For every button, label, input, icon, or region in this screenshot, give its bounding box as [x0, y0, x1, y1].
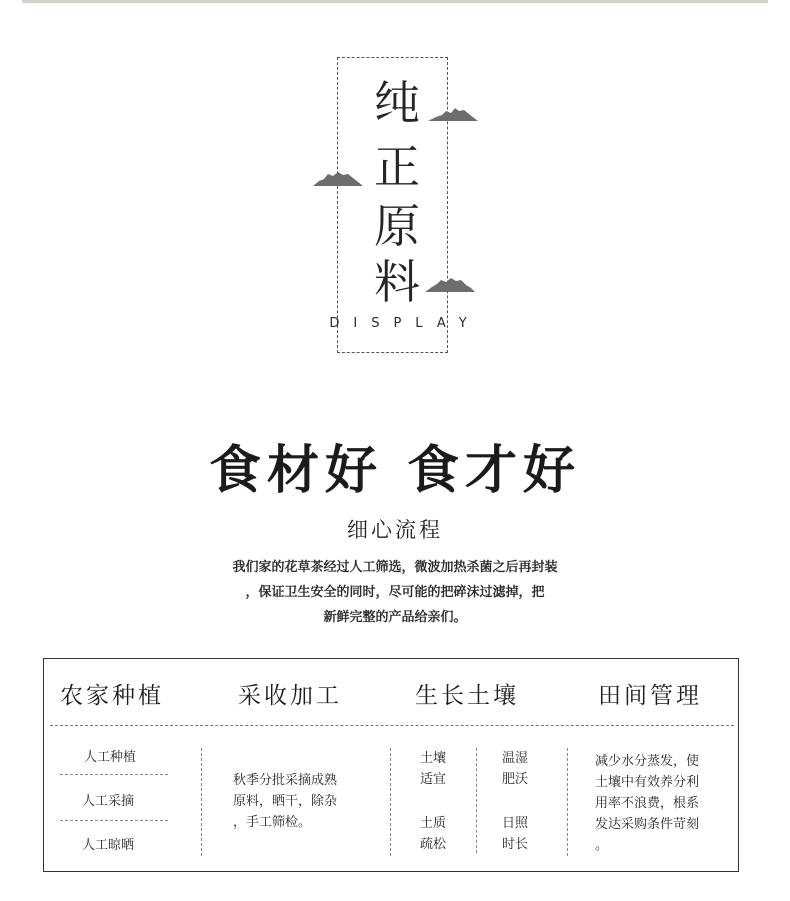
- soil-term: 日照: [502, 816, 529, 831]
- table-header-divider: [50, 725, 734, 726]
- mountain-decoration-bottom-right: [425, 276, 475, 293]
- top-rule: [22, 0, 768, 3]
- row-divider: [60, 820, 168, 821]
- table-header-soil: 生长土壤: [415, 683, 519, 709]
- column-divider-3: [567, 748, 568, 856]
- field-line-4: 发达采购条件苛刻: [595, 817, 700, 832]
- list-item: 人工种植: [84, 750, 137, 765]
- description-line-3: 新鲜完整的产品给亲们。: [323, 610, 467, 625]
- column-divider-1: [201, 748, 202, 856]
- subtitle: 细心流程: [347, 518, 443, 542]
- soil-term: 疏松: [420, 837, 447, 852]
- description: [170, 555, 620, 630]
- soil-term: 温湿: [502, 751, 529, 766]
- title-char-2: 正: [374, 140, 420, 194]
- field-line-1: 减少水分蒸发，使: [595, 754, 700, 769]
- field-management-description: [595, 751, 699, 856]
- mountain-decoration-top-right: [428, 106, 478, 122]
- field-line-3: 用率不浪费，根系: [595, 796, 700, 811]
- field-line-5: 。: [595, 838, 609, 853]
- title-char-3: 原: [374, 199, 420, 253]
- soil-inner-divider: [476, 748, 477, 853]
- soil-term: 肥沃: [502, 772, 529, 787]
- processing-line-3: ，手工筛检。: [233, 815, 312, 830]
- processing-line-2: 原料，晒干，除杂: [233, 794, 338, 809]
- field-line-2: 土壤中有效养分利: [595, 775, 700, 790]
- headline: 食材好 食才好: [208, 440, 582, 501]
- row-divider: [60, 774, 168, 775]
- soil-term: 时长: [502, 837, 529, 852]
- table-header-processing: 采收加工: [238, 683, 342, 709]
- soil-term: 土质: [420, 816, 447, 831]
- description-line-2: ，保证卫生安全的同时，尽可能的把碎沫过滤掉，把: [245, 585, 545, 600]
- processing-line-1: 秋季分批采摘成熟: [233, 773, 338, 788]
- column-divider-2: [390, 748, 391, 856]
- title-char-1: 纯: [374, 76, 420, 130]
- description-line-1: 我们家的花草茶经过人工筛选，微波加热杀菌之后再封装: [232, 560, 558, 575]
- list-item: 人工晾晒: [82, 838, 135, 853]
- soil-term: 适宜: [420, 772, 447, 787]
- table-header-field-management: 田间管理: [598, 683, 702, 709]
- display-label: DISPLAY: [329, 316, 481, 331]
- soil-term: 土壤: [420, 751, 447, 766]
- mountain-decoration-left: [313, 170, 363, 187]
- list-item: 人工采摘: [82, 794, 135, 809]
- title-char-4: 料: [374, 255, 420, 309]
- processing-description: [233, 770, 337, 833]
- table-header-planting: 农家种植: [60, 683, 164, 709]
